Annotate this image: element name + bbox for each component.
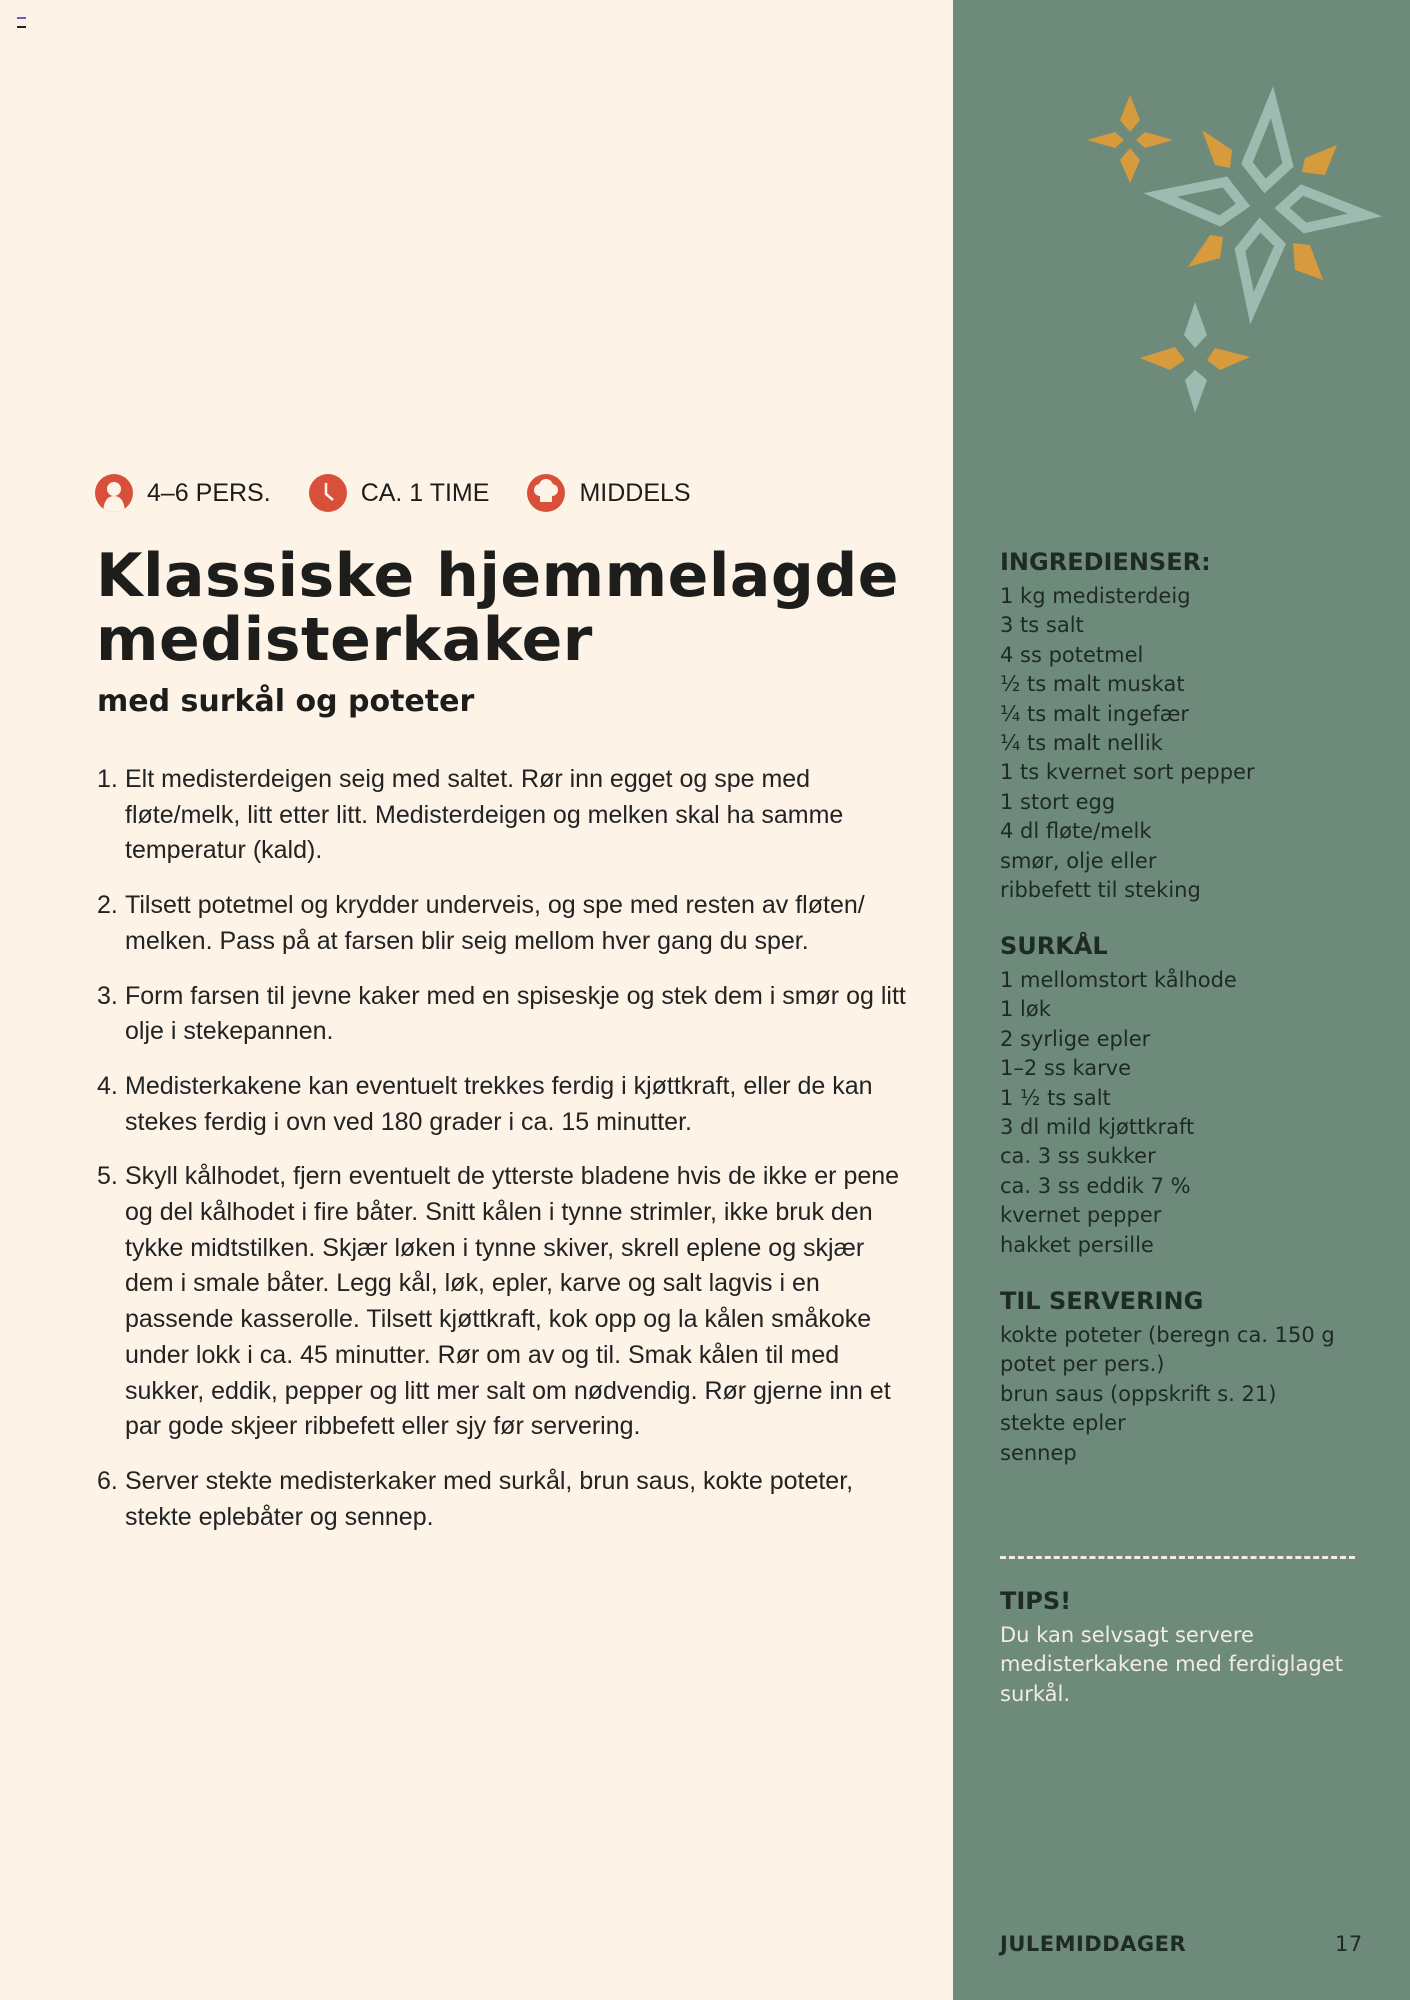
step (97, 1069, 907, 1140)
recipe-title (96, 541, 899, 675)
ingredients-section (1000, 548, 1370, 905)
difficulty-label: MIDDELS (579, 478, 691, 507)
serving-section (1000, 1287, 1370, 1468)
recipe-meta (95, 474, 729, 512)
ingredient-item: ca. 3 ss eddik 7 % (1000, 1173, 1191, 1198)
step (97, 1464, 907, 1535)
step-text: Tilsett potetmel og krydder underveis, og spe med resten av fløten/ melken. Pass på at farsen blir seig mellom hver gang du sper. (125, 891, 865, 955)
step-text: Form farsen til jevne kaker med en spiseskje og stek dem i smør og litt olje i stekepannen. (125, 981, 906, 1046)
ingredient-item: ¼ ts malt ingefær (1000, 701, 1189, 726)
ingredients-heading: INGREDIENSER: (1000, 548, 1211, 576)
serving-heading: TIL SERVERING (1000, 1287, 1204, 1315)
ingredient-item: kvernet pepper (1000, 1203, 1162, 1228)
ingredient-item: brun saus (oppskrift s. 21) (1000, 1381, 1277, 1406)
step-number: 3. (97, 981, 118, 1010)
ingredient-item: 3 dl mild kjøttkraft (1000, 1115, 1195, 1140)
ingredient-item: 1 stort egg (1000, 789, 1116, 814)
star-decoration-icon (1060, 80, 1390, 430)
servings-label: 4–6 PERS. (147, 478, 271, 507)
person-icon (95, 474, 133, 512)
ingredient-item: 3 ts salt (1000, 613, 1084, 638)
ingredient-item: 2 syrlige epler (1000, 1026, 1151, 1051)
ingredient-item: 4 ss potetmel (1000, 642, 1144, 667)
corner-mark (17, 17, 26, 28)
step-number: 6. (97, 1466, 118, 1495)
ingredient-item: 1 kg medisterdeig (1000, 584, 1191, 608)
divider (1000, 1556, 1355, 1559)
surkal-heading: SURKÅL (1000, 932, 1108, 960)
step-text: Server stekte medisterkaker med surkål, brun saus, kokte poteter, stekte eplebåter og sennep. (125, 1466, 854, 1531)
step-number: 1. (97, 765, 118, 793)
step-text: Medisterkakene kan eventuelt trekkes ferdig i kjøttkraft, eller de kan stekes ferdig i ovn ved 180 grader i ca. 15 minutter. (125, 1071, 873, 1136)
step (97, 979, 907, 1050)
step (97, 888, 907, 959)
ingredient-item: stekte epler (1000, 1411, 1126, 1436)
step-number: 2. (97, 891, 118, 920)
ingredient-item: 1–2 ss karve (1000, 1056, 1132, 1081)
step-text: Elt medisterdeigen seig med saltet. Rør inn egget og spe med fløte/melk, litt etter litt. Medisterdeigen og melken skal ha samme temperatur (kald). (125, 765, 844, 865)
step (97, 1159, 907, 1445)
page-number: 17 (1335, 1932, 1363, 1956)
surkal-section (1000, 932, 1370, 1260)
ingredient-item: ca. 3 ss sukker (1000, 1144, 1156, 1169)
servings (95, 474, 271, 512)
ingredient-item: ¼ ts malt nellik (1000, 731, 1163, 756)
ingredient-item: hakket persille (1000, 1232, 1154, 1257)
step (97, 762, 907, 869)
title-line-2: medisterkaker (96, 605, 593, 675)
instruction-steps (97, 762, 907, 1554)
ingredient-item: smør, olje eller (1000, 848, 1157, 873)
ingredient-item: kokte poteter (beregn ca. 150 g (1000, 1323, 1335, 1347)
recipe-subtitle: med surkål og poteter (97, 684, 475, 719)
ingredient-item: 4 dl fløte/melk (1000, 819, 1152, 844)
clock-icon (309, 474, 347, 512)
tips-section (1000, 1587, 1360, 1709)
time-label: CA. 1 TIME (360, 478, 490, 507)
ingredient-item: potet per pers.) (1000, 1352, 1165, 1377)
time (309, 474, 490, 512)
ingredient-item: ribbefett til steking (1000, 878, 1201, 903)
tips-text: Du kan selvsagt servere medisterkakene med ferdiglaget surkål. (1000, 1623, 1343, 1706)
ingredient-item: 1 løk (1000, 997, 1051, 1022)
ingredient-item: ½ ts malt muskat (1000, 672, 1185, 697)
difficulty (527, 474, 690, 512)
ingredient-item: 1 ½ ts salt (1000, 1085, 1111, 1110)
chef-hat-icon (527, 474, 565, 512)
ingredient-item: 1 mellomstort kålhode (1000, 968, 1237, 992)
step-number: 4. (97, 1071, 118, 1100)
surkal-list (1000, 966, 1370, 1260)
ingredients-list (1000, 582, 1370, 905)
tips-heading: TIPS! (1000, 1587, 1072, 1615)
step-text: Skyll kålhodet, fjern eventuelt de ytterste bladene hvis de ikke er pene og del kålhodet i fire båter. Snitt kålen i tynne strimler, ikke bruk den tykke midtstilken. Skjær løken i tynne skiver, skrell eplene og skjær dem i smale båter. Legg kål, løk, epler, karve og salt lagvis i en passende kasserolle. Tilsett kjøttkraft, kok opp og la kålen småkoke under lokk i ca. 45 minutter. Rør om av og til. Smak kålen til med sukker, eddik, pepper og litt mer salt om nødvendig. Rør gjerne inn et par gode skjeer ribbefett eller sjy før servering. (125, 1162, 900, 1441)
ingredient-item: 1 ts kvernet sort pepper (1000, 760, 1255, 785)
title-line-1: Klassiske hjemmelagde (96, 541, 899, 611)
ingredient-item: sennep (1000, 1440, 1077, 1465)
step-number: 5. (97, 1162, 118, 1191)
serving-list (1000, 1321, 1370, 1468)
footer-section-label: JULEMIDDAGER (1000, 1932, 1187, 1956)
